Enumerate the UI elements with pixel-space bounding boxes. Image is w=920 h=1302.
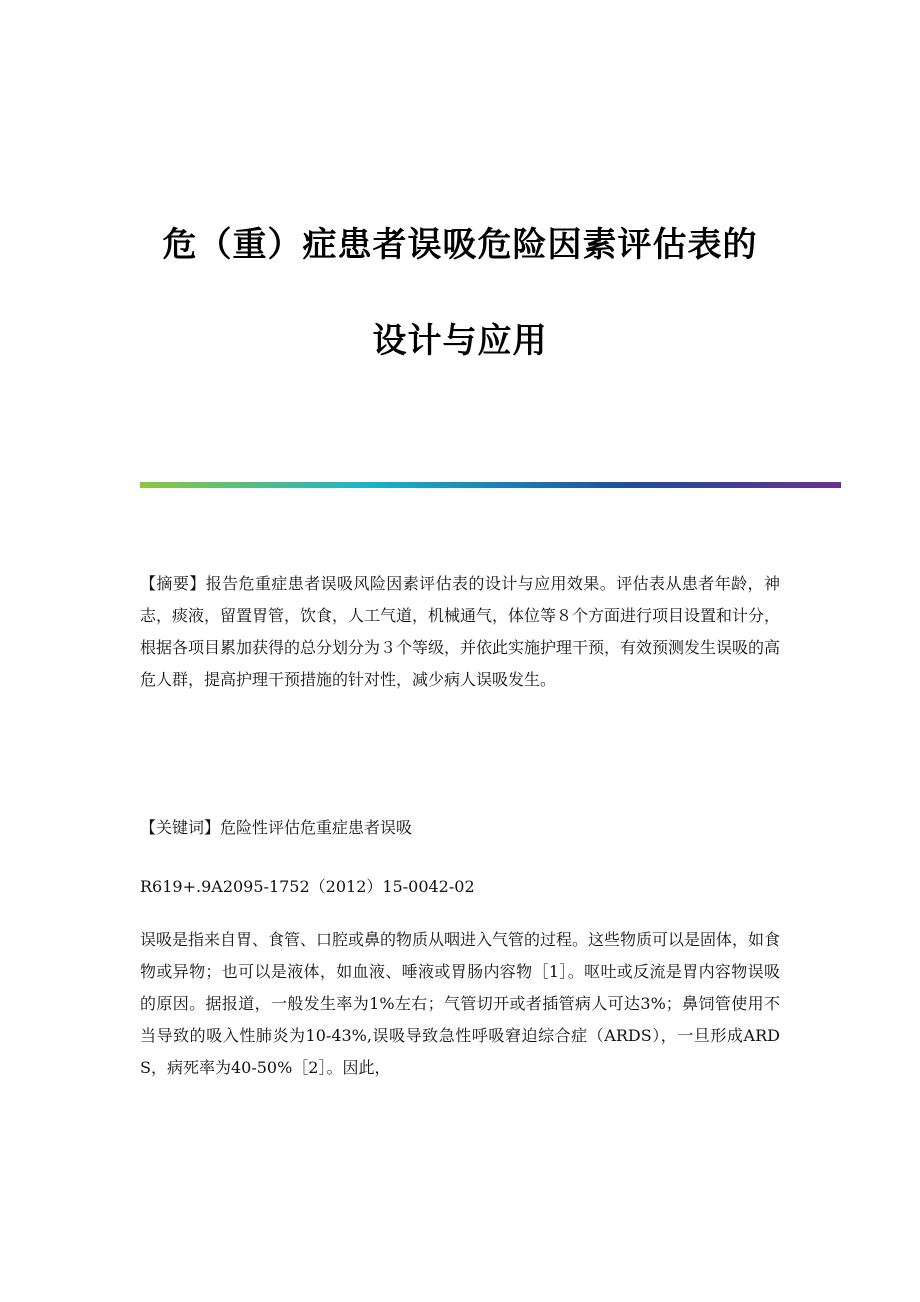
keywords-text: 危险性评估危重症患者误吸 [220,818,413,837]
keywords-paragraph [140,812,780,844]
abstract-label: 【摘要】 [140,574,206,593]
intro-paragraph: 误吸是指来自胃、食管、口腔或鼻的物质从咽进入气管的过程。这些物质可以是固体，如食物或异物；也可以是液体，如血液、唾液或胃肠内容物［1］。呕吐或反流是胃内容物误吸的原因。据报道，一般发生率为1%左右；气管切开或者插管病人可达3%；鼻饲管使用不当导致的吸入性肺炎为10-43%,误吸导致急性呼吸窘迫综合症（ARDS），一旦形成ARDS，病死率为40-50%［2］。因此， [140,930,781,1077]
classification-number: R619+.9A2095-1752（2012）15-0042-02 [140,877,475,896]
keywords-label: 【关键词】 [140,818,221,837]
abstract-paragraph [140,568,780,696]
document-title-line-1: 危（重）症患者误吸危险因素评估表的 [162,225,758,265]
abstract-text: 报告危重症患者误吸风险因素评估表的设计与应用效果。评估表从患者年龄，神志，痰液，留置胃管，饮食，人工气道，机械通气，体位等８个方面进行项目设置和计分，根据各项目累加获得的总分划分为３个等级，并依此实施护理干预，有效预测发生误吸的高危人群，提高护理干预措施的针对性，减少病人误吸发生。 [140,574,781,689]
document-body [140,0,780,1302]
document-title-line-2: 设计与应用 [372,321,548,361]
